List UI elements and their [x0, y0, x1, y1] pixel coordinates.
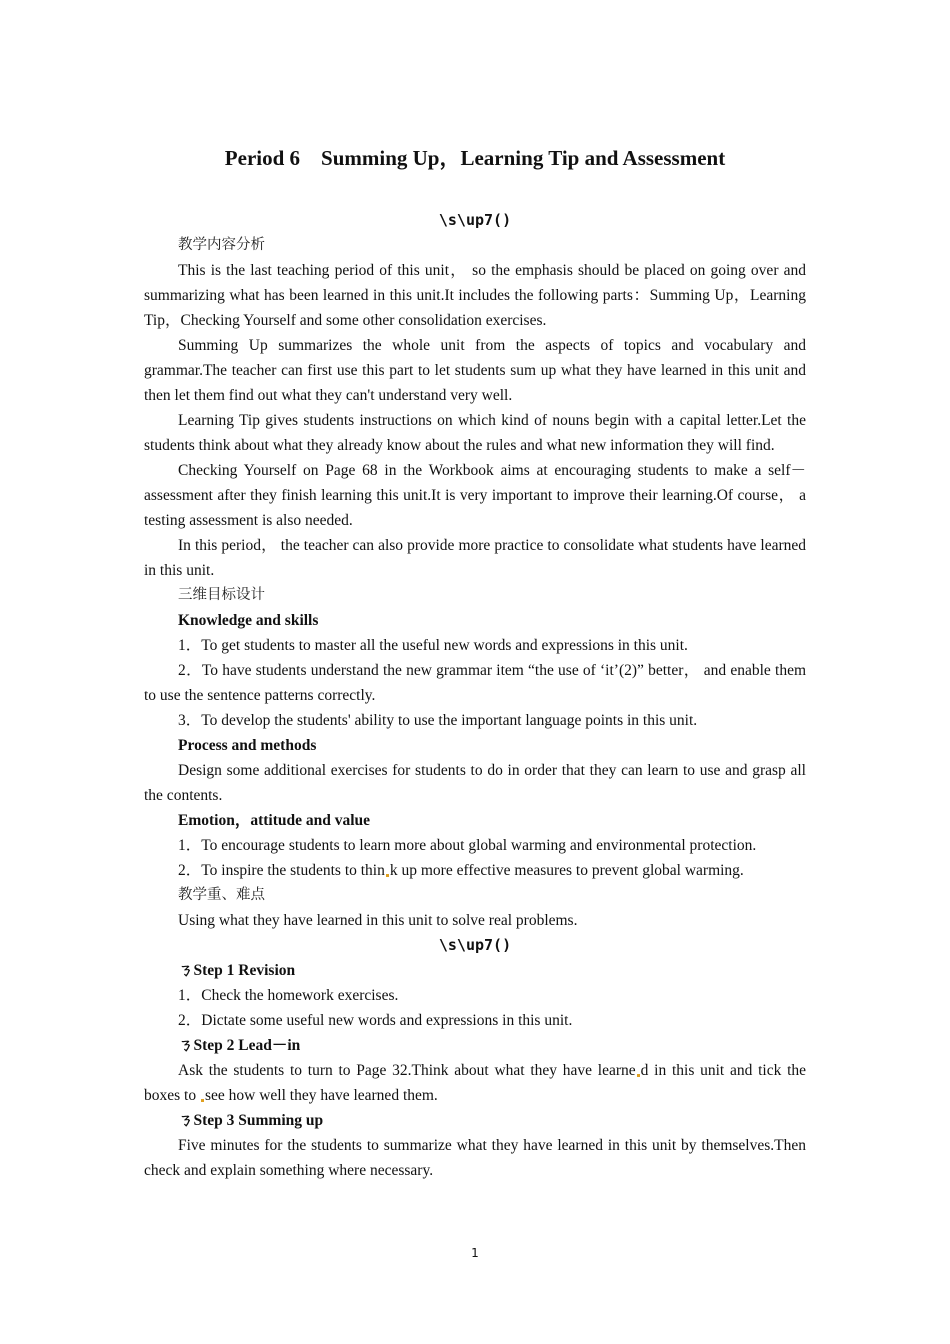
step-heading-revision: ㄋStep 1 Revision	[178, 962, 296, 979]
paragraph: In this period， the teacher can also provide more practice to consolidate what students have learned in this unit.	[144, 537, 806, 579]
list-item: 1．Check the homework exercises.	[178, 987, 399, 1004]
heading-knowledge-skills: Knowledge and skills	[178, 612, 319, 629]
document-body	[144, 208, 806, 1183]
paragraph: Learning Tip gives students instructions on which kind of nouns begin with a capital letter.Let the students think about what they already know about the rules and what new information they will find.	[144, 412, 806, 454]
edit-mark	[386, 874, 389, 877]
section-heading-objectives: 三维目标设计	[178, 587, 265, 603]
list-item: 1．To get students to master all the useful new words and expressions in this unit.	[178, 637, 688, 654]
text-run: see how well they have learned them.	[204, 1087, 438, 1104]
list-item: 2．To have students understand the new grammar item “the use of ‘it’(2)” better， and enable them to use the sentence patterns correctly.	[144, 662, 806, 704]
page-title: Period 6 Summing Up，Learning Tip and Assessment	[224, 146, 726, 170]
section-heading-key-points: 教学重、难点	[178, 887, 265, 903]
list-item: 1．To encourage students to learn more about global warming and environmental protection.	[178, 837, 757, 854]
paragraph: Design some additional exercises for students to do in order that they can learn to use and grasp all the contents.	[144, 762, 806, 804]
paragraph: Using what they have learned in this unit to solve real problems.	[178, 912, 578, 929]
text-run: 2．To inspire the students to thin	[178, 862, 385, 879]
paragraph	[144, 1058, 806, 1108]
list-item: 2．Dictate some useful new words and expressions in this unit.	[178, 1012, 573, 1029]
text-run: k up more effective measures to prevent global warming.	[389, 862, 744, 879]
text-run: d in this unit and tick the boxes to	[144, 1062, 807, 1104]
field-code: \s\up7()	[438, 211, 512, 229]
heading-process-methods: Process and methods	[178, 737, 317, 754]
edit-mark	[637, 1074, 640, 1077]
paragraph: This is the last teaching period of this unit， so the emphasis should be placed on going over and summarizing what has been learned in this unit.It includes the following parts：Summing Up，Learning Tip，Checking Yourself and some other consolidation exercises.	[144, 262, 806, 329]
section-heading-content-analysis: 教学内容分析	[178, 237, 265, 253]
list-item: 3．To develop the students' ability to use the important language points in this unit.	[178, 712, 698, 729]
edit-mark	[201, 1099, 204, 1102]
list-item	[144, 858, 806, 883]
paragraph: Five minutes for the students to summarize what they have learned in this unit by themselves.Then check and explain something where necessary.	[144, 1137, 806, 1179]
text-run: Ask the students to turn to Page 32.Think about what they have learne	[178, 1062, 636, 1079]
field-code: \s\up7()	[438, 936, 512, 954]
paragraph: Summing Up summarizes the whole unit from the aspects of topics and vocabulary and grammar.The teacher can first use this part to let students sum up what they have learned in this unit and then let them find out what they can't understand very well.	[144, 337, 806, 404]
heading-emotion-attitude: Emotion，attitude and value	[178, 812, 371, 829]
page-number: 1	[471, 1246, 479, 1260]
step-heading-summing-up: ㄋStep 3 Summing up	[178, 1112, 324, 1129]
step-heading-lead-in: ㄋStep 2 Lead－in	[178, 1037, 301, 1054]
paragraph: Checking Yourself on Page 68 in the Workbook aims at encouraging students to make a self－assessment after they finish learning this unit.It is very important to improve their learning.Of course， a testing assessment is also needed.	[144, 462, 806, 529]
